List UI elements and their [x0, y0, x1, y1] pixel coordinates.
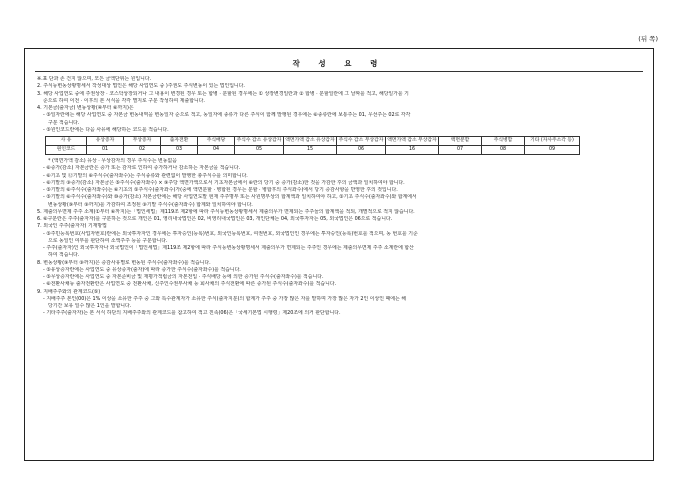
instruction-line-4: 준으로 하여 이전 · 이후의 본 서식을 각각 별지로 구분 작성하여 제출합니다.	[43, 97, 205, 104]
instruction-line-7: 구분 적습니다.	[48, 119, 80, 126]
cause-name-cell: 주식병합	[482, 137, 525, 146]
instruction-line-25: - ⑤무상증자란에는 사업연도 중 자본준비금 및 재평가적립금의 자본전입 · 주식배당 등에 의한 증가된 주식수(출자좌수)를 적습니다.	[43, 274, 324, 280]
cause-code-row	[46, 146, 580, 155]
instruction-line-28: - 지배주주 본인(00)은 1% 이상을 소유한 주주 중 그와 특수관계자가 소유한 주식(출자지분)의 합계가 주주 중 가장 많은 자를 말하며 가장 많은 자가 2인 이상인 때에는 해	[43, 295, 406, 302]
cause-code-cell: 09	[525, 146, 580, 155]
instruction-line-14: - ⑤기말의 ⑥주식수(출자좌수)와 ⑩증가(감소) 자본금란에는 해당 사업연도말 현재 주주명부 또는 사원명부상의 합계액과 일치하여야 하고, ⑤기초 주식수(출자좌수)와 합계에서	[43, 194, 417, 201]
instruction-line-13: - ⑤기말의 ⑥주식수(출자좌수)는 ⑥기초의 ⑤주식수(출자좌수)가(중에 액면분할 · 병합된 경우는 분할 · 병합후의 주식좌수)에서 당기 증감사항을 반영한 후의 것입니다.	[43, 187, 398, 193]
instruction-line-10: - ⑥증가(감소) 자본금란은 증가 또는 감자로 인하여 증가하거나 감소하는 자본금을 적습니다.	[43, 165, 241, 172]
instruction-line-5: 4. 기본금(출자금) 변동상황(④부터 ⑥까지)은	[37, 105, 134, 111]
cause-code-cell: 03	[161, 146, 198, 155]
cause-name-cell: 주식수 감소 유상감자	[235, 137, 284, 146]
instruction-line-26: - ⑥전환사채등 출자전환란은 사업연도 중 전환사채, 신주인수권부사채 등 회사채의 주식전환에 따른 증가된 주식수(출자좌수)를 적습니다.	[43, 281, 337, 288]
cause-name-cell: 유상증자	[87, 137, 124, 146]
cause-header-cell: 사 유	[46, 137, 87, 146]
page-title: 작 성 요 령	[292, 59, 386, 68]
cause-name-cell: 기타 (자사주소각 등)	[525, 137, 580, 146]
instruction-line-11: - ⑥기초 및 ⑫기말의 ⑥주식수(출자좌수)는 주식종류와 관련없이 발행한 총주식수를 의미합니다.	[43, 172, 248, 179]
instruction-line-19: - ⑤주민등록번호(사업자번호)란에는 외국투자자인 경우에는 투자승인(등록)번호, 외국인등록번호, 여권번호, 외국법인인 경우에는 투자승인(등록)번호를 적으며, 동 번호를 기준	[43, 230, 418, 237]
instruction-line-8: - ⑤원인코드란에는 다음 사유에 해당하는 코드를 적습니다.	[43, 126, 169, 133]
instruction-line-6: - ⑤일자란에는 해당 사업연도 중 자본금 변동내역을 변동일자 순으로 적고, 동일자에 종류가 다른 주식이 함께 발행된 경우에는 ⑥종류란에 보통주는 01, 우선주는 02로 각각	[43, 112, 411, 119]
instruction-line-9: * (액면가액 감소) 유상 · 무상감자의 경우 주식수는 변동없음	[48, 158, 177, 164]
instruction-line-3: 3. 해당 사업연도 중에 주권상장 · 코스닥상장되거나 그 내용이 변경된 경우 또는 합병 · 분할된 경우에는 ① 상장변경일란과 ② 합병 · 분할일란에 그 날짜를 적고, 해당일가를 기	[37, 90, 409, 97]
cause-code-label-cell: 원인코드	[46, 146, 87, 155]
cause-code-cell: 16	[386, 146, 439, 155]
cause-name-cell: 주식배당	[198, 137, 235, 146]
instruction-line-22: 하여 적습니다.	[48, 252, 80, 259]
instruction-line-16: 5. 제출의무면제 주주 소계(①부터 ⑥까지)는「법인세법」제119조 제2항에 따라 주식등변동상황명세서 제출의무가 면제되는 주주들의 합계액을 적되, 개별적으로 적지 않습니다.	[37, 208, 415, 215]
instruction-line-29: 당기간 보유 일수 많은 1인을 말합니다.	[48, 303, 132, 309]
cause-code-cell: 04	[198, 146, 235, 155]
instruction-line-20: 으로 동일인 여부를 판단하여 소액주주 등을 구분합니다.	[48, 237, 168, 244]
cause-name-cell: 무상증자	[124, 137, 161, 146]
instruction-line-18: 7. 외국인 주주(출자자) 기재방법	[37, 223, 107, 230]
cause-code-cell: 08	[482, 146, 525, 155]
instruction-line-21: - 주주(출자자)인 외국투자자나 외국법인이「법인세법」제119조 제2항에 따라 주식등변동상황명세서 제출의무가 면제되는 주주인 경우에는 제출의무면제 주주 소계란에 합산	[43, 245, 414, 251]
cause-code-cell: 06	[337, 146, 386, 155]
cause-name-cell: 액면분할	[439, 137, 482, 146]
cause-name-cell: 주식수 감소 무상감자	[337, 137, 386, 146]
instructions-body	[37, 76, 643, 318]
instruction-line-24: - ⑤유상증자란에는 사업연도 중 유상증자(출자)에 따라 증가한 주식수(출자좌수)를 적습니다.	[43, 266, 241, 273]
instruction-line-2: 2. 주식등변동상황명세서 작성대상 법인은 해당 사업연도 중 )주권도 주식변동이 있는 법인입니다.	[37, 83, 245, 90]
cause-code-cell: 05	[235, 146, 284, 155]
page-side-label: (뒤 쪽)	[638, 35, 658, 43]
cause-name-cell: 액면가액 감소 무상감자	[386, 137, 439, 146]
title-divider	[35, 71, 643, 72]
cause-code-table	[45, 136, 580, 155]
cause-name-row	[46, 137, 580, 146]
instruction-line-30: - 기타주주(출자자)는 본 서식 하단의 지배주주와의 관계코드를 참고하여 적고 친족(06)은「국세기본법 시행령」제20조에 의거 판단합니다.	[43, 310, 341, 317]
instructions-frame	[24, 48, 654, 461]
cause-name-cell: 출자전환	[161, 137, 198, 146]
instruction-line-17: 6. ⑥구분란은 주주(출자자)를 구분하는 것으로 개인은 01, 영리내국법인은 02, 비영리내국법인은 03, 개인단체는 04, 외국투자자는 05, 외국법인은 06으로 적습니다.	[37, 216, 393, 222]
instruction-line-15: 변동상황(⑨부터 ⑨까지)를 가감하여 조정된 ⑨기말 주식수(출자좌수) 합계와 일치하여야 합니다.	[48, 201, 253, 208]
instruction-line-27: 9. 지배주주와의 관계코드(⑤)	[37, 288, 101, 295]
cause-code-cell: 02	[124, 146, 161, 155]
instruction-line-23: 8. 변동상황(⑨부터 ⑨까지)은 증감사유별로 변동된 주식수(출자좌수)를 적습니다.	[37, 259, 211, 266]
cause-code-cell: 01	[87, 146, 124, 155]
cause-code-cell: 07	[439, 146, 482, 155]
cause-name-cell: 액면가액 감소 유상감자	[284, 137, 337, 146]
instruction-line-1: ※.표 단과 존 건지 않으며, 모든 금액단위는 원입니다.	[37, 76, 152, 82]
instruction-line-12: - ⑥기말의 ⑨증가(감소) 자본금은 ⑤주식수(출자좌수) × ⑨주당 액면가액으로서 기초자본금에서 ⑥란의 당기 중 증가(감소)한 것을 가감한 후의 금액과 일치하여야 합니다.	[43, 179, 405, 186]
cause-code-cell: 15	[284, 146, 337, 155]
